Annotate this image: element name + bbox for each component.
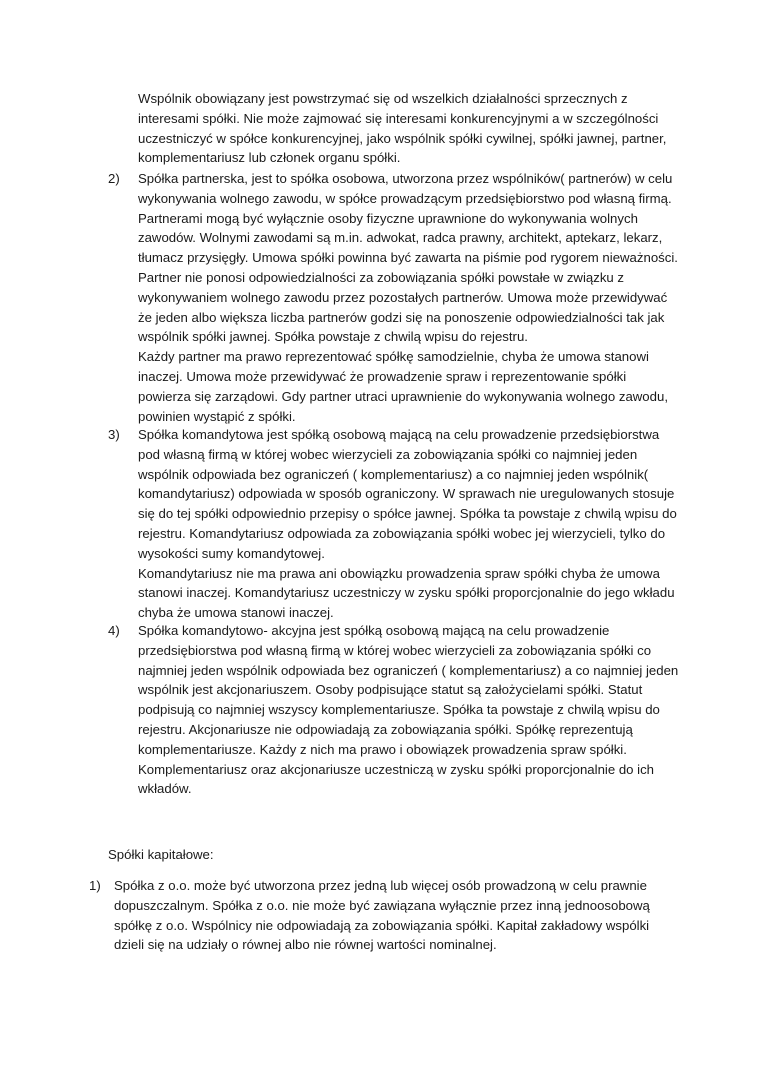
capital-list-item-1 (89, 876, 679, 955)
list-item-number: 3) (108, 427, 120, 442)
list-item-2 (108, 169, 680, 426)
section-heading: Spółki kapitałowe: (108, 847, 214, 862)
list-item-body (138, 169, 680, 426)
list-item-paragraph: Komandytariusz nie ma prawa ani obowiązku prowadzenia spraw spółki chyba że umowa stanowi inaczej. Komandytariusz uczestniczy w zysku spółki proporcjonalnie do jego wkładu chyba że umowa stanowi inaczej. (138, 565, 675, 621)
list-item-body: Spółka z o.o. może być utworzona przez jedną lub więcej osób prowadzoną w celu prawnie dopuszczalnym. Spółka z o.o. nie może być zawiązana wyłącznie przez inną jednoosobową spółkę z o.o. Wspólnicy nie odpowiadają za zobowiązania spółki. Kapitał zakładowy wspólki dzieli się na udziały o równej albo nie równej wartości nominalnej. (114, 878, 650, 953)
list-item-number: 2) (108, 171, 120, 186)
list-item-paragraph: Każdy partner ma prawo reprezentować spółkę samodzielnie, chyba że umowa stanowi inaczej. Umowa może przewidywać że prowadzenie spraw i reprezentowanie spółki powierza się zarządowi. Gdy partner utraci uprawnienie do wykonywania wolnego zawodu, powinien wystąpić z spółki. (138, 349, 668, 424)
list-item-body (138, 425, 680, 623)
list-item-3 (108, 425, 680, 623)
intro-paragraph: Wspólnik obowiązany jest powstrzymać się od wszelkich działalności sprzecznych z interesami spółki. Nie może zajmować się interesami konkurencyjnymi a w szczególności uczestniczyć w spółce konkurencyjnej, jako wspólnik spółki cywilnej, spółki jawnej, partner, komplementariusz lub członek organu spółki. (138, 91, 667, 166)
list-item-number: 4) (108, 623, 120, 638)
list-item-4 (108, 621, 680, 799)
list-item-number: 1) (89, 878, 101, 893)
list-item-paragraph: Spółka komandytowo- akcyjna jest spółką osobową mającą na celu prowadzenie przedsiębiorstwa pod własną firmą w której wobec wierzycieli za zobowiązania spółki co najmniej jeden wspólnik odpowiada bez ograniczeń ( komplementariusz) a co najmniej jeden wspólnik jest akcjonariuszem. Osoby podpisujące statut są założycielami spółki. Statut podpisują co najmniej wszyscy komplementariusze. Spółka ta powstaje z chwilą wpisu do rejestru. Akcjonariusze nie odpowiadają za zobowiązania spółki. Spółkę reprezentują komplementariusze. Każdy z nich ma prawo i obowiązek prowadzenia spraw spółki. Komplementariusz oraz akcjonariusze uczestniczą w zysku spółki proporcjonalnie do ich wkładów. (138, 623, 679, 797)
list-item-paragraph: Spółka partnerska, jest to spółka osobowa, utworzona przez wspólników( partnerów) w celu wykonywania wolnego zawodu, w spółce prowadzącym przedsiębiorstwo pod własną firmą. Partnerami mogą być wyłącznie osoby fizyczne uprawnione do wykonywania wolnych zawodów. Wolnymi zawodami są m.in. adwokat, radca prawny, architekt, aptekarz, lekarz, tłumacz przysięgły. Umowa spółki powinna być zawarta na piśmie pod rygorem nieważności. Partner nie ponosi odpowiedzialności za zobowiązania spółki powstałe w związku z wykonywaniem wolnego zawodu przez pozostałych partnerów. Umowa może przewidywać że jeden albo większa liczba partnerów godzi się na ponoszenie odpowiedzialności tak jak wspólnik spółki jawnej. Spółka powstaje z chwilą wpisu do rejestru. (138, 171, 678, 345)
list-item-paragraph: Spółka komandytowa jest spółką osobową mającą na celu prowadzenie przedsiębiorstwa pod własną firmą w której wobec wierzycieli za zobowiązania spółki co najmniej jeden wspólnik odpowiada bez ograniczeń ( komplementariusz) a co najmniej jeden wspólnik( komandytariusz) odpowiada w sposób ograniczony. W sprawach nie uregulowanych stosuje się do tej spółki odpowiednio przepisy o spółce jawnej. Spółka ta powstaje z chwilą wpisu do rejestru. Komandytariusz odpowiada za zobowiązania spółki wobec jej wierzycieli, tylko do wysokości sumy komandytowej. (138, 427, 677, 561)
list-item-body (138, 621, 680, 799)
